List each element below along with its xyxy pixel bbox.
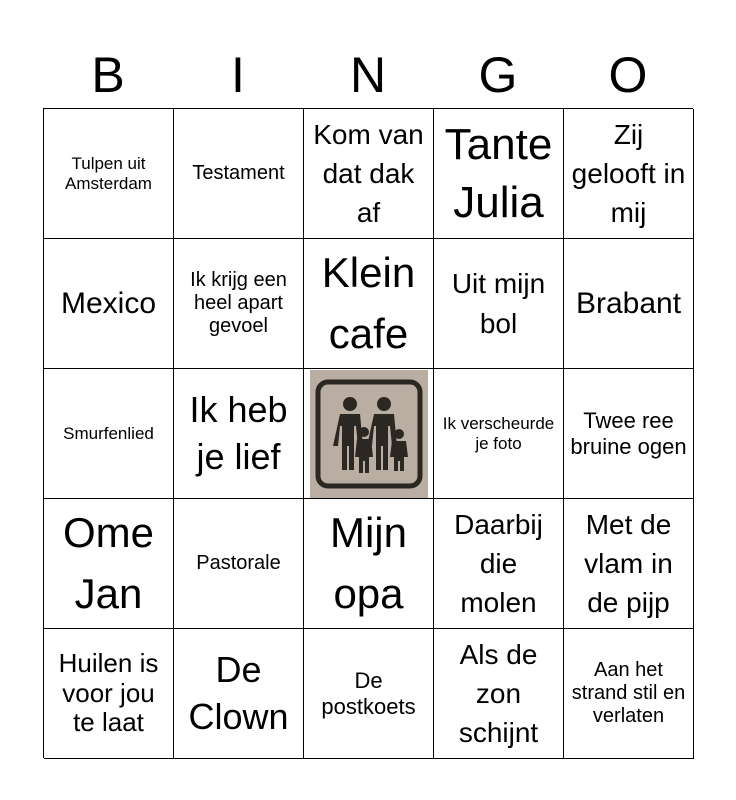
bingo-cell-i1[interactable] [174, 109, 304, 239]
bingo-cell-b2[interactable] [44, 239, 174, 369]
cell-text: Tante Julia [444, 120, 553, 227]
bingo-cell-i3[interactable] [174, 369, 304, 499]
cell-text: Smurfenlied [63, 423, 154, 443]
cell-text: Ik krijg een heel apart gevoel [190, 269, 287, 337]
bingo-cell-g4[interactable] [434, 499, 564, 629]
cell-text: Tulpen uit Amsterdam [65, 153, 152, 193]
bingo-cell-b4[interactable] [44, 499, 174, 629]
cell-text: Huilen is voor jou te laat [58, 647, 159, 738]
bingo-grid [43, 108, 693, 758]
cell-text: Kom van dat dak af [313, 118, 424, 229]
cell-text: Ik heb je lief [189, 388, 288, 477]
family-pictogram-icon [310, 370, 428, 498]
bingo-cell-n5[interactable] [304, 629, 434, 759]
bingo-cell-g5[interactable] [434, 629, 564, 759]
cell-text: Brabant [575, 287, 682, 320]
bingo-cell-o5[interactable] [564, 629, 694, 759]
header-letter-i: I [231, 47, 245, 103]
cell-text: Klein cafe [321, 248, 416, 357]
bingo-header [43, 42, 693, 108]
bingo-cell-g3[interactable] [434, 369, 564, 499]
bingo-cell-o4[interactable] [564, 499, 694, 629]
cell-text: De postkoets [321, 667, 416, 719]
header-letter-g: G [478, 47, 518, 103]
bingo-cell-o3[interactable] [564, 369, 694, 499]
cell-text: Daarbij die molen [454, 508, 543, 619]
bingo-cell-i4[interactable] [174, 499, 304, 629]
cell-text: Pastorale [196, 552, 281, 574]
bingo-cell-i2[interactable] [174, 239, 304, 369]
bingo-cell-o2[interactable] [564, 239, 694, 369]
cell-text: Testament [192, 162, 285, 184]
bingo-cell-b5[interactable] [44, 629, 174, 759]
free-space[interactable] [304, 369, 434, 499]
bingo-cell-n2[interactable] [304, 239, 434, 369]
cell-text: Met de vlam in de pijp [584, 508, 673, 619]
cell-text: Uit mijn bol [451, 268, 546, 339]
header-letter-b: B [91, 47, 125, 103]
cell-text: Twee ree bruine ogen [570, 407, 687, 459]
bingo-cell-i5[interactable] [174, 629, 304, 759]
bingo-cell-o1[interactable] [564, 109, 694, 239]
cell-text: Aan het strand stil en verlaten [571, 659, 686, 727]
cell-text: Mexico [60, 287, 157, 320]
cell-text: Mijn opa [329, 508, 407, 617]
bingo-cell-b3[interactable] [44, 369, 174, 499]
cell-text: Ome Jan [62, 508, 154, 617]
bingo-cell-g1[interactable] [434, 109, 564, 239]
bingo-cell-n1[interactable] [304, 109, 434, 239]
cell-text: Ik verscheurde je foto [442, 413, 555, 453]
cell-text: Zij gelooft in mij [571, 118, 686, 229]
header-letter-o: O [608, 47, 648, 103]
bingo-cell-g2[interactable] [434, 239, 564, 369]
cell-text: De Clown [188, 648, 289, 737]
header-letter-n: N [349, 47, 387, 103]
bingo-cell-b1[interactable] [44, 109, 174, 239]
bingo-cell-n4[interactable] [304, 499, 434, 629]
cell-text: Als de zon schijnt [458, 638, 539, 749]
